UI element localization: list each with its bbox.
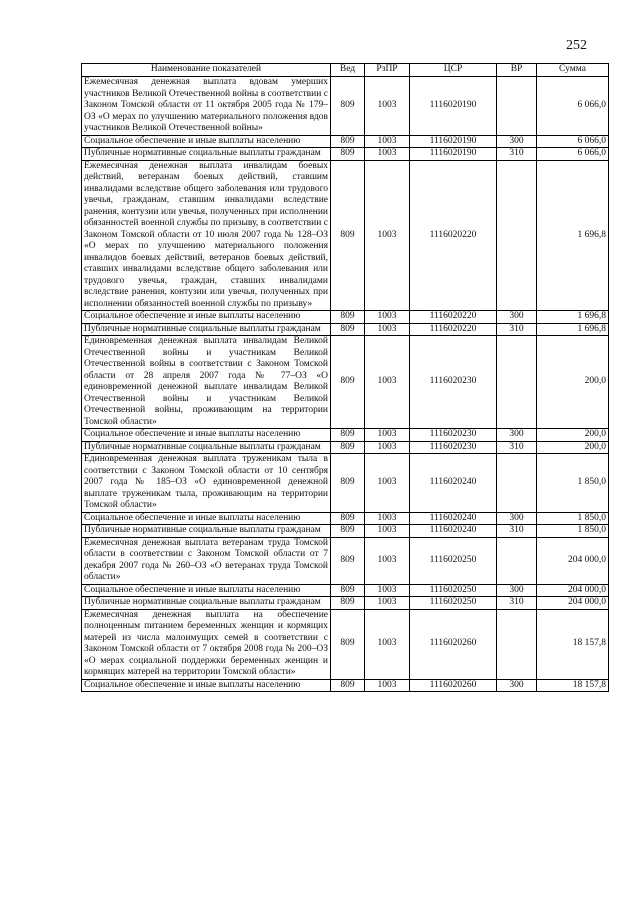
cell-rzpr: 1003	[365, 679, 410, 692]
cell-ved: 809	[331, 77, 365, 136]
cell-rzpr: 1003	[365, 135, 410, 148]
cell-sum: 1 850,0	[537, 454, 609, 513]
page-number: 252	[566, 38, 587, 53]
header-rzpr: РзПР	[365, 64, 410, 77]
cell-ved: 809	[331, 323, 365, 336]
cell-csr: 1116020230	[410, 429, 497, 442]
cell-vr	[497, 336, 537, 429]
cell-vr	[497, 77, 537, 136]
cell-sum: 1 850,0	[537, 525, 609, 538]
cell-ved: 809	[331, 597, 365, 610]
header-vr: ВР	[497, 64, 537, 77]
cell-csr: 1116020220	[410, 311, 497, 324]
cell-csr: 1116020260	[410, 609, 497, 679]
cell-rzpr: 1003	[365, 512, 410, 525]
cell-ved: 809	[331, 135, 365, 148]
cell-rzpr: 1003	[365, 311, 410, 324]
cell-rzpr: 1003	[365, 441, 410, 454]
cell-ved: 809	[331, 609, 365, 679]
table-row	[82, 512, 609, 525]
cell-sum: 200,0	[537, 429, 609, 442]
cell-sum: 6 066,0	[537, 77, 609, 136]
cell-csr: 1116020220	[410, 323, 497, 336]
cell-name: Ежемесячная денежная выплата инвалидам боевых действий, ветеранам боевых действий, ставшим инвалидами вследствие общего заболевания или трудового увечья, гражданам, ставшим инвалидами вследствие ранения, контузии или увечья, полученных при исполнении обязанностей военной службы по призыву, в соответствии с Законом Томской области от 10 июля 2007 года № 128–ОЗ «О мерах по улучшению материального положения инвалидов боевых действий, ветеранов боевых действий, ставших инвалидами вследствие общего заболевания или трудового увечья, граждан, ставших инвалидами вследствие ранения, контузии или увечья, полученных при исполнении обязанностей военной службы по призыву»	[82, 160, 331, 311]
cell-rzpr: 1003	[365, 525, 410, 538]
cell-vr	[497, 454, 537, 513]
cell-rzpr: 1003	[365, 323, 410, 336]
cell-vr: 300	[497, 135, 537, 148]
cell-name: Социальное обеспечение и иные выплаты населению	[82, 135, 331, 148]
cell-csr: 1116020260	[410, 679, 497, 692]
cell-ved: 809	[331, 525, 365, 538]
table-row	[82, 584, 609, 597]
cell-vr: 300	[497, 429, 537, 442]
table-row	[82, 597, 609, 610]
header-name: Наименование показателей	[82, 64, 331, 77]
cell-vr: 310	[497, 323, 537, 336]
cell-vr	[497, 537, 537, 584]
cell-sum: 6 066,0	[537, 148, 609, 161]
cell-rzpr: 1003	[365, 584, 410, 597]
cell-name: Публичные нормативные социальные выплаты гражданам	[82, 525, 331, 538]
cell-name: Ежемесячная денежная выплата вдовам умерших участников Великой Отечественной войны в соответствии с Законом Томской области от 11 октября 2005 года № 179–ОЗ «О мерах по улучшению материального положения вдов участников Великой Отечественной войны»	[82, 77, 331, 136]
cell-csr: 1116020250	[410, 537, 497, 584]
header-ved: Вед	[331, 64, 365, 77]
table-row	[82, 135, 609, 148]
cell-ved: 809	[331, 160, 365, 311]
cell-name: Единовременная денежная выплата инвалидам Великой Отечественной войны и участникам Великой Отечественной войны в соответствии с Законом Томской области от 28 апреля 2007 года № 77–ОЗ «О единовременной денежной выплате инвалидам Великой Отечественной войны и участникам Великой Отечественной войны, проживающим на территории Томской области»	[82, 336, 331, 429]
cell-sum: 204 000,0	[537, 537, 609, 584]
cell-name: Социальное обеспечение и иные выплаты населению	[82, 512, 331, 525]
cell-vr: 300	[497, 679, 537, 692]
cell-ved: 809	[331, 679, 365, 692]
cell-name: Социальное обеспечение и иные выплаты населению	[82, 429, 331, 442]
cell-rzpr: 1003	[365, 609, 410, 679]
budget-table	[81, 63, 609, 692]
cell-sum: 204 000,0	[537, 584, 609, 597]
cell-vr: 300	[497, 584, 537, 597]
cell-rzpr: 1003	[365, 454, 410, 513]
table-row	[82, 429, 609, 442]
cell-sum: 1 696,8	[537, 160, 609, 311]
table-row	[82, 525, 609, 538]
cell-rzpr: 1003	[365, 148, 410, 161]
table-row	[82, 441, 609, 454]
cell-sum: 1 696,8	[537, 311, 609, 324]
cell-ved: 809	[331, 584, 365, 597]
cell-rzpr: 1003	[365, 160, 410, 311]
header-sum: Сумма	[537, 64, 609, 77]
cell-vr: 310	[497, 148, 537, 161]
cell-rzpr: 1003	[365, 597, 410, 610]
cell-name: Публичные нормативные социальные выплаты гражданам	[82, 323, 331, 336]
cell-csr: 1116020220	[410, 160, 497, 311]
cell-csr: 1116020190	[410, 135, 497, 148]
table-header-row	[82, 64, 609, 77]
table-row	[82, 609, 609, 679]
cell-vr: 300	[497, 311, 537, 324]
cell-name: Социальное обеспечение и иные выплаты населению	[82, 311, 331, 324]
cell-csr: 1116020240	[410, 525, 497, 538]
cell-csr: 1116020250	[410, 597, 497, 610]
table-row	[82, 454, 609, 513]
table-row	[82, 323, 609, 336]
cell-name: Социальное обеспечение и иные выплаты населению	[82, 679, 331, 692]
cell-vr	[497, 609, 537, 679]
cell-rzpr: 1003	[365, 336, 410, 429]
cell-name: Ежемесячная денежная выплата на обеспечение полноценным питанием беременных женщин и кормящих матерей из числа малоимущих семей в соответствии с Законом Томской области от 7 октября 2008 года № 200–ОЗ «О мерах социальной поддержки беременных женщин и кормящих матерей на территории Томской области»	[82, 609, 331, 679]
cell-csr: 1116020230	[410, 336, 497, 429]
cell-csr: 1116020250	[410, 584, 497, 597]
cell-name: Публичные нормативные социальные выплаты гражданам	[82, 148, 331, 161]
header-csr: ЦСР	[410, 64, 497, 77]
cell-vr: 310	[497, 441, 537, 454]
cell-ved: 809	[331, 148, 365, 161]
cell-rzpr: 1003	[365, 429, 410, 442]
cell-ved: 809	[331, 512, 365, 525]
cell-ved: 809	[331, 441, 365, 454]
cell-sum: 200,0	[537, 336, 609, 429]
cell-vr	[497, 160, 537, 311]
cell-sum: 18 157,8	[537, 679, 609, 692]
cell-csr: 1116020240	[410, 512, 497, 525]
cell-sum: 6 066,0	[537, 135, 609, 148]
cell-vr: 310	[497, 597, 537, 610]
cell-rzpr: 1003	[365, 537, 410, 584]
cell-sum: 1 850,0	[537, 512, 609, 525]
table-row	[82, 148, 609, 161]
cell-csr: 1116020190	[410, 77, 497, 136]
cell-ved: 809	[331, 537, 365, 584]
cell-vr: 300	[497, 512, 537, 525]
cell-ved: 809	[331, 454, 365, 513]
table-row	[82, 160, 609, 311]
cell-vr: 310	[497, 525, 537, 538]
table-row	[82, 311, 609, 324]
cell-name: Социальное обеспечение и иные выплаты населению	[82, 584, 331, 597]
cell-ved: 809	[331, 336, 365, 429]
cell-rzpr: 1003	[365, 77, 410, 136]
cell-ved: 809	[331, 429, 365, 442]
cell-name: Ежемесячная денежная выплата ветеранам труда Томской области в соответствии с Законом Томской области от 7 декабря 2007 года № 260–ОЗ «О ветеранах труда Томской области»	[82, 537, 331, 584]
cell-sum: 200,0	[537, 441, 609, 454]
cell-name: Единовременная денежная выплата труженикам тыла в соответствии с Законом Томской области от 10 сентября 2007 года № 185–ОЗ «О единовременной денежной выплате труженикам тыла, проживающим на территории Томской области»	[82, 454, 331, 513]
table-row	[82, 77, 609, 136]
cell-csr: 1116020230	[410, 441, 497, 454]
table-row	[82, 679, 609, 692]
cell-name: Публичные нормативные социальные выплаты гражданам	[82, 597, 331, 610]
cell-sum: 204 000,0	[537, 597, 609, 610]
cell-sum: 18 157,8	[537, 609, 609, 679]
table-row	[82, 336, 609, 429]
cell-ved: 809	[331, 311, 365, 324]
table-row	[82, 537, 609, 584]
cell-csr: 1116020240	[410, 454, 497, 513]
cell-name: Публичные нормативные социальные выплаты гражданам	[82, 441, 331, 454]
cell-csr: 1116020190	[410, 148, 497, 161]
cell-sum: 1 696,8	[537, 323, 609, 336]
